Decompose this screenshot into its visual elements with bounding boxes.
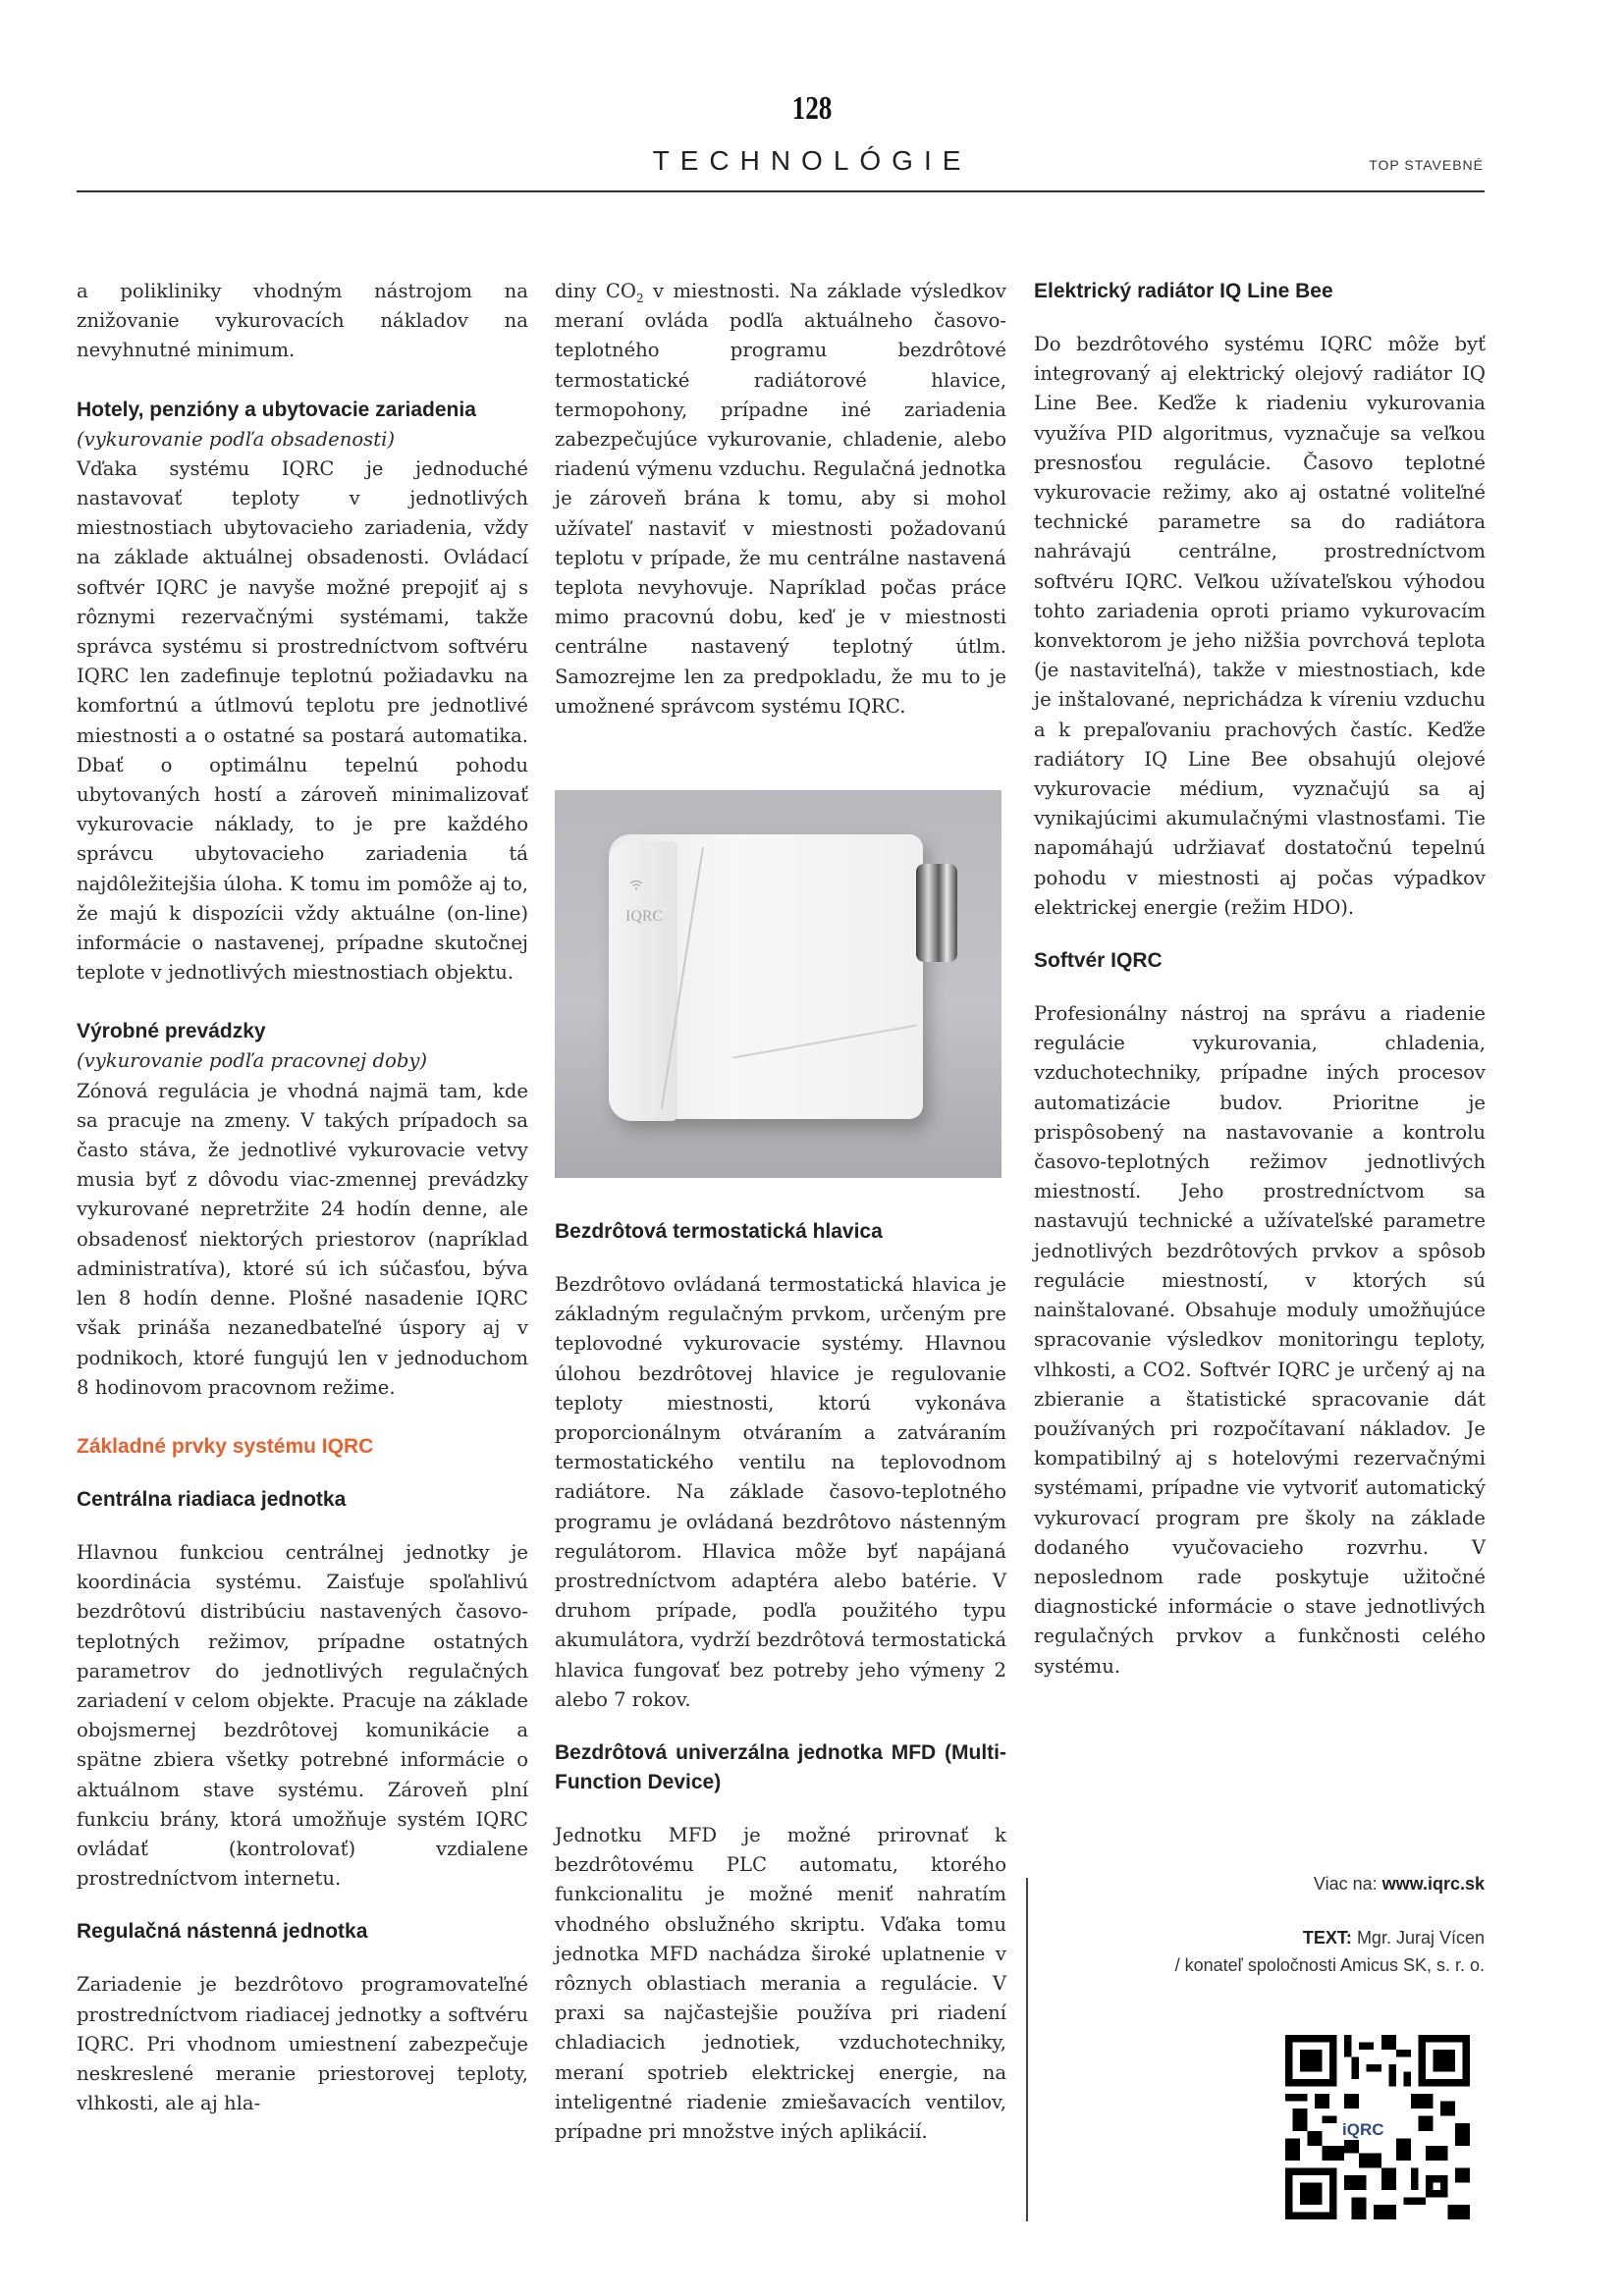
thermostatic-head-heading: Bezdrôtová termostatická hlavica	[555, 1220, 883, 1243]
article-column-1	[77, 277, 528, 2118]
article-column-3	[1034, 277, 1486, 1682]
production-paragraph: Zónová regulácia je vhodná najmä tam, kde sa pracuje na zmeny. V takých prípadoch sa často stáva, že jednotlivé vykurovacie vetvy musia byť z dôvodu viac-zmennej prevádzky vykurované nepretržite 24 hodín denne, ale obsadenosť niektorých priestorov (napríklad administratíva), ktoré sú ich súčasťou, býva len 8 hodín denne. Plošné nasadenie IQRC však prináša nezanedbateľné úspory aj v podnikoch, ktoré fungujú len v jednoduchom 8 hodinovom pracovnom režime.	[77, 1079, 528, 1399]
radiator-heading: Elektrický radiátor IQ Line Bee	[1034, 280, 1333, 302]
footer-divider	[1026, 1878, 1028, 2221]
article-column-2	[555, 277, 1006, 721]
author-role: / konateľ spoločnosti Amicus SK, s. r. o.	[1174, 1955, 1485, 1975]
thermostatic-head-photo	[555, 790, 1001, 1178]
central-unit-heading: Centrálna riadiaca jednotka	[77, 1487, 347, 1511]
article-column-2-lower	[555, 1217, 1006, 2147]
radiator-paragraph: Do bezdrôtového systému IQRC môže byť integrovaný aj elektrický olejový radiátor IQ Line Bee. Keďže k riadeniu vykurovania využíva PID algoritmus, vyznačuje sa veľkou presnosťou regulácie. Časovo teplotné vykurovacie režimy, ako aj ostatné voliteľné technické parametre sa do radiátora nahrávajú centrálne, prostredníctvom softvéru IQRC. Veľkou užívateľskou výhodou tohto zariadenia oproti priamo vykurovacím konvektorom je jeho nižšia povrchová teplota (je nastaviteľná), takže v miestnostiach, kde je inštalované, neprichádza k víreniu vzduchu a k prepaľovaniu prachových častíc. Keďže radiátory IQ Line Bee obsahujú olejové vykurovacie médium, vyznačujú sa aj vynikajúcimi akumulačnými vlastnosťami. Tie napomáhajú udržiavať dostatočnú tepelnú pohodu v miestnosti aj počas výpadkov elektrickej energie (režim HDO).	[1034, 333, 1486, 919]
mfd-paragraph: Jednotku MFD je možné prirovnať k bezdrôtovému PLC automatu, ktorého funkcionalitu je možné meniť nahratím vhodného obslužného skriptu. Vďaka tomu jednotka MFD nachádza široké uplatnenie v rôznych oblastiach merania a regulácie. V praxi sa najčastejšie používa pri riadení chladiacich jednotiek, vzduchotechniky, meraní spotrieb elektrickej energie, na inteligentné riadenie zmiešavacích ventilov, prípadne pri množstve iných aplikácií.	[555, 1824, 1006, 2144]
wall-unit-paragraph: Zariadenie je bezdrôtovo programovateľné prostredníctvom riadiacej jednotky a softvéru IQRC. Pri vhodnom umiestnení zabezpečuje neskreslené meranie priestorovej teploty, vlhkosti, ale aj hla-	[77, 1973, 528, 2115]
hotels-paragraph: Vďaka systému IQRC je jednoduché nastavovať teploty v jednotlivých miestnostiach ubytovacieho zariadenia, vždy na základe aktuálnej obsadenosti. Ovládací softvér IQRC je navyše možné prepojiť aj s rôznymi rezervačnými systémami, takže správca systému si prostredníctvom softvéru IQRC len zadefinuje teplotnú požiadavku na komfortnú a útlmovú teplotu pre jednotlivé miestnosti a o ostatné sa postará automatika. Dbať o optimálnu tepelnú pohodu ubytovaných hostí a zároveň minimalizovať vykurovacie náklady, to je pre každého správcu ubytovacieho zariadenia tá najdôležitejšia úloha. K tomu im pomôže aj to, že majú k dispozícii vždy aktuálne (on-line) informácie o nastavenej, prípadne skutočnej teplote v jednotlivých miestnostiach objektu.	[77, 456, 528, 985]
wifi-icon	[629, 879, 643, 892]
production-subheading: (vykurovanie podľa pracovnej doby)	[77, 1049, 428, 1073]
mfd-heading: Bezdrôtová univerzálna jednotka MFD (Multi-Function Device)	[555, 1741, 1006, 1794]
more-info: Viac na: www.iqrc.sk	[1313, 1874, 1485, 1894]
software-heading: Softvér IQRC	[1034, 949, 1163, 973]
website-link[interactable]: www.iqrc.sk	[1381, 1874, 1485, 1894]
device-logo: IQRC	[625, 908, 664, 925]
software-paragraph: Profesionálny nástroj na správu a riadenie regulácie vykurovania, chladenia, vzduchotechniky, prípadne iných procesov automatizácie budov. Prioritne je prispôsobený na nastavovanie a kontrolu časovo-teplotných režimov jednotlivých miestností. Jeho prostredníctvom sa nastavujú technické a užívateľské parametre jednotlivých bezdrôtových prvkov a spôsob regulácie miestností, v ktorých sú nainštalované. Obsahuje moduly umožňujúce spracovanie výsledkov monitoringu teploty, vlhkosti, a CO2. Softvér IQRC je určený aj na zbieranie a štatistické spracovanie dát používaných pri rozpočítavaní nákladov. Je kompatibilný aj s hotelovými rezervačnými systémami, prípadne vie vytvoriť automatický vykurovací program pre školy na základe dodaného vyučovacieho rozvrhu. V neposlednom rade poskytuje užitočné diagnostické informácie o stave jednotlivých regulačných prvkov a funkčnosti celého systému.	[1034, 1002, 1486, 1678]
valve-knob	[916, 864, 957, 962]
section-title: TECHNOLÓGIE	[652, 145, 972, 176]
intro-paragraph: a polikliniky vhodným nástrojom na znižovanie vykurovacích nákladov na nevyhnutné minimum.	[77, 280, 528, 362]
page-number: 128	[791, 90, 833, 127]
author-credit: TEXT: Mgr. Juraj Vícen / konateľ spoločnosti Amicus SK, s. r. o.	[1174, 1928, 1485, 1975]
magazine-name: TOP STAVEBNÉ	[1369, 157, 1484, 173]
production-heading: Výrobné prevádzky	[77, 1020, 266, 1043]
hotels-heading: Hotely, penzióny a ubytovacie zariadenia	[77, 398, 476, 421]
thermostatic-head-paragraph: Bezdrôtovo ovládaná termostatická hlavica je základným regulačným prvkom, určeným pre teplovodné vykurovacie systémy. Hlavnou úlohou bezdrôtovej hlavice je regulovanie teploty miestnosti, ktorú vykonáva proporcionálnym otváraním a zatváraním termostatického ventilu na teplovodnom radiátore. Na základe časovo-teplotného programu je ovládaná bezdrôtovo nástenným regulátorom. Hlavica môže byť napájaná prostredníctvom adaptéra alebo batérie. V druhom prípade, podľa použitého typu akumulátora, vydrží bezdrôtová termostatická hlavica fungovať bez potreby jeho výmeny 2 alebo 7 rokov.	[555, 1273, 1006, 1711]
elements-heading: Základné prvky systému IQRC	[77, 1434, 374, 1458]
central-unit-paragraph: Hlavnou funkciou centrálnej jednotky je koordinácia systému. Zaisťuje spoľahlivú bezdrôtovú distribúciu nastavených časovo-teplotných režimov, prípadne ostatných parametrov do jednotlivých regulačných zariadení v celom objekte. Pracuje na základe obojsmernej bezdrôtovej komunikácie a spätne zbiera všetky potrebné informácie o aktuálnom stave systému. Zároveň plní funkciu brány, ktorá umožňuje systém IQRC ovládať (kontrolovať) vzdialene prostredníctvom internetu.	[77, 1540, 528, 1891]
hotels-subheading: (vykurovanie podľa obsadenosti)	[77, 427, 396, 451]
wall-unit-heading: Regulačná nástenná jednotka	[77, 1920, 368, 1944]
qr-logo: iQRC	[1342, 2120, 1384, 2139]
wall-unit-paragraph-continued: diny $CO_2$ v miestnosti. Na základe výsledkov meraní ovláda podľa aktuálneho časovo-teplotného programu bezdrôtové termostatické radiátorové hlavice, termopohony, prípadne iné zariadenia zabezpečujúce vykurovanie, chladenie, alebo riadenú výmenu vzduchu. Regulačná jednotka je zároveň brána k tomu, aby si mohol užívateľ nastaviť v miestnosti požadovanú teplotu v prípade, že mu centrálne nastavená teplota nevyhovuje. Napríklad počas práce mimo pracovnú dobu, keď je v miestnosti centrálne nastavený teplotný útlm. Samozrejme len za predpokladu, že mu to je umožnené správcom systému IQRC.	[555, 280, 1006, 718]
header-divider	[77, 190, 1485, 192]
